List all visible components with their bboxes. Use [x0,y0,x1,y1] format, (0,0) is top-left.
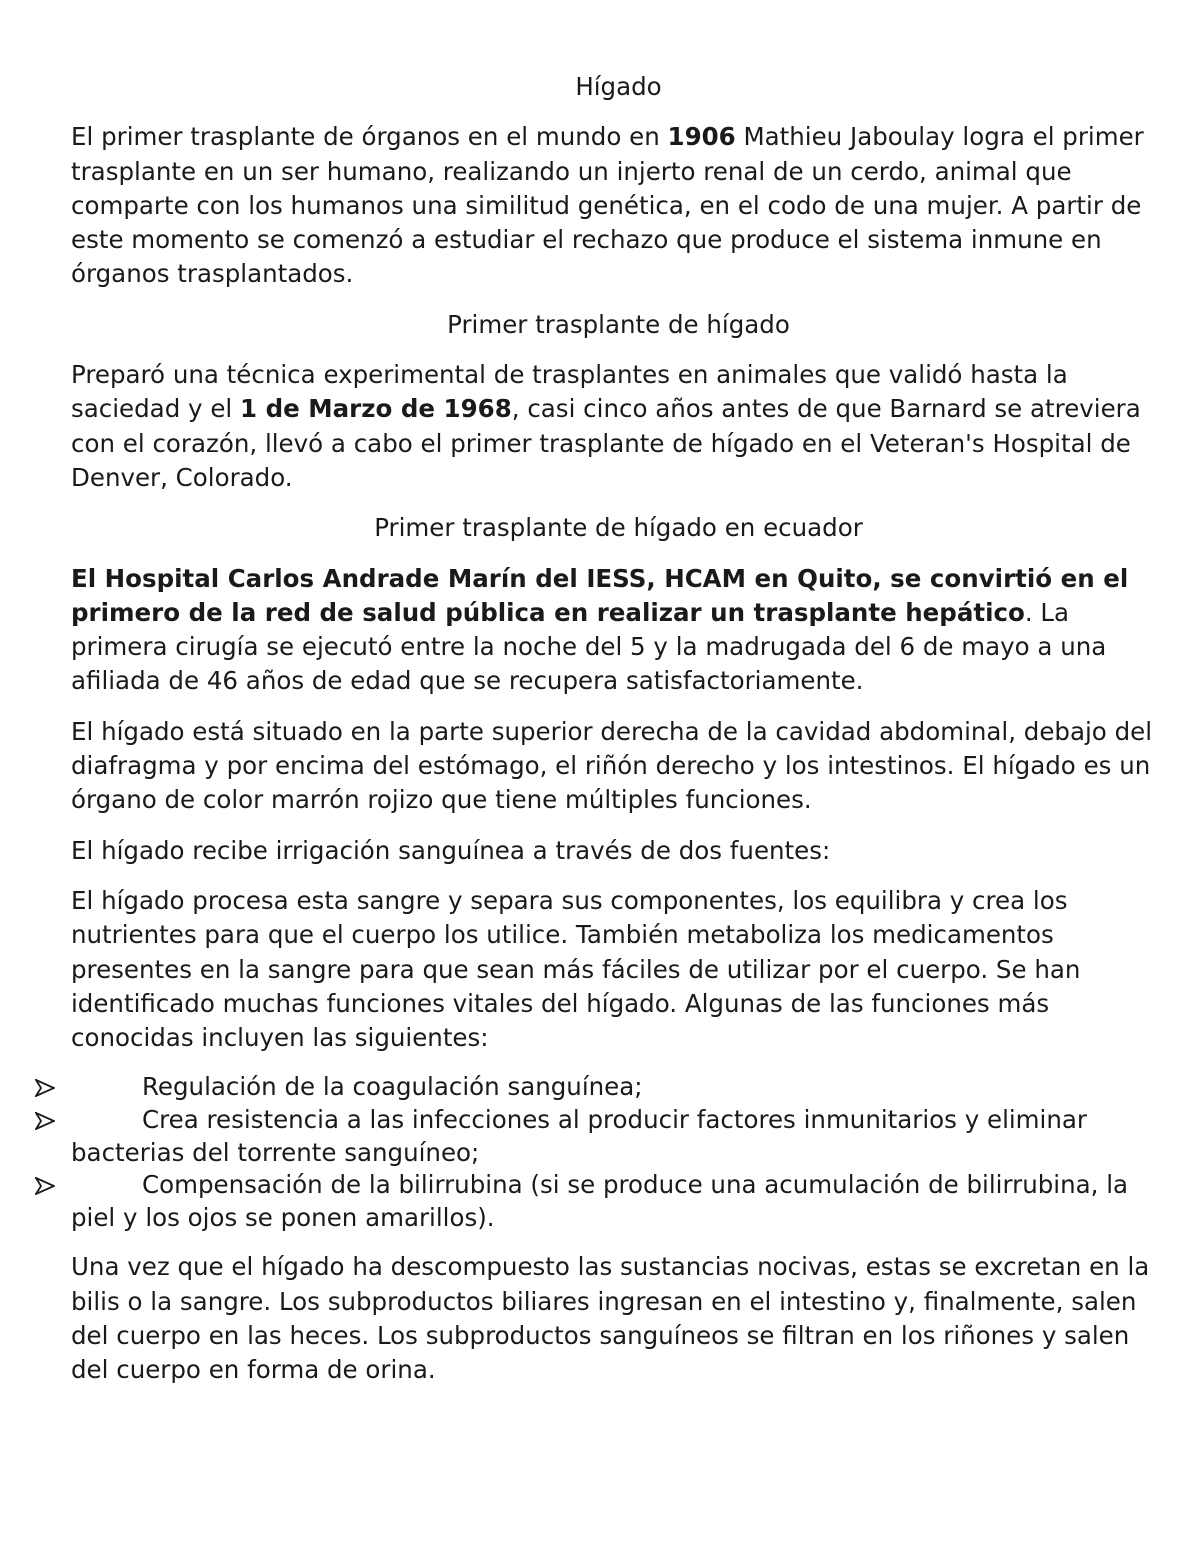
arrowhead-bullet-icon [35,1104,55,1130]
intro-year: 1906 [667,122,736,152]
processing-paragraph: El hígado procesa esta sangre y separa sus componentes, los equilibra y crea los nutrientes para que el cuerpo los utilice. También metaboliza los medicamentos presentes en la sangre para que sean más fáciles de utilizar por el cuerpo. Se han identificado muchas funciones vitales del hígado. Algunas de las funciones más conocidas incluyen las siguientes: [71,885,1081,1053]
arrowhead-bullet-icon [35,1169,55,1195]
closing-paragraph: Una vez que el hígado ha descompuesto las sustancias nocivas, estas se excretan en la bilis o la sangre. Los subproductos biliares ingresan en el intestino y, finalmente, salen del cuerpo en las heces. Los subproductos sanguíneos se filtran en los riñones y salen del cuerpo en forma de orina. [71,1252,1150,1385]
list-item-text: Regulación de la coagulación sanguínea; [142,1072,643,1102]
intro-text-start: El primer trasplante de órganos en el mundo en [71,122,668,152]
section1-text-end: , casi cinco años antes de que Barnard se atreviera con el corazón, llevó a cabo el primer trasplante de hígado en el Veteran's Hospital de Denver, Colorado. [71,394,1141,492]
intro-text-end: Mathieu Jaboulay logra el primer trasplante en un ser humano, realizando un injerto renal de un cerdo, animal que comparte con los humanos una similitud genética, en el codo de una mujer. A partir de este momento se comenzó a estudiar el rechazo que produce el sistema inmune en órganos trasplantados. [71,122,1144,289]
irrigation-paragraph: El hígado recibe irrigación sanguínea a través de dos fuentes: [71,835,831,865]
list-item [71,1169,1166,1234]
section2-paragraph [71,562,1166,699]
section1-heading: Primer trasplante de hígado [447,309,790,339]
document-title: Hígado [575,72,662,101]
section2-heading: Primer trasplante de hígado en ecuador [374,513,863,543]
intro-paragraph [71,120,1166,291]
list-item-text: Compensación de la bilirrubina (si se produce una acumulación de bilirrubina, la piel y los ojos se ponen amarillos). [71,1170,1129,1232]
section1-paragraph [71,358,1166,495]
section2-bold-text: El Hospital Carlos Andrade Marín del IESS, HCAM en Quito, se convirtió en el primero de la red de salud pública en realizar un trasplante hepático [71,563,1129,627]
location-paragraph: El hígado está situado en la parte superior derecha de la cavidad abdominal, debajo del diafragma y por encima del estómago, el riñón derecho y los intestinos. El hígado es un órgano de color marrón rojizo que tiene múltiples funciones. [71,716,1153,815]
list-item [71,1104,1166,1169]
functions-list [71,1071,1166,1234]
arrowhead-bullet-icon [35,1071,55,1097]
section1-date: 1 de Marzo de 1968 [240,394,512,424]
list-item [71,1071,1166,1104]
list-item-text: Crea resistencia a las infecciones al producir factores inmunitarios y eliminar bacterias del torrente sanguíneo; [71,1105,1087,1167]
section2-text-end: . La primera cirugía se ejecutó entre la noche del 5 y la madrugada del 6 de mayo a una afiliada de 46 años de edad que se recupera satisfactoriamente. [71,597,1107,696]
section1-text-start: Preparó una técnica experimental de trasplantes en animales que validó hasta la saciedad y el [71,360,1068,424]
